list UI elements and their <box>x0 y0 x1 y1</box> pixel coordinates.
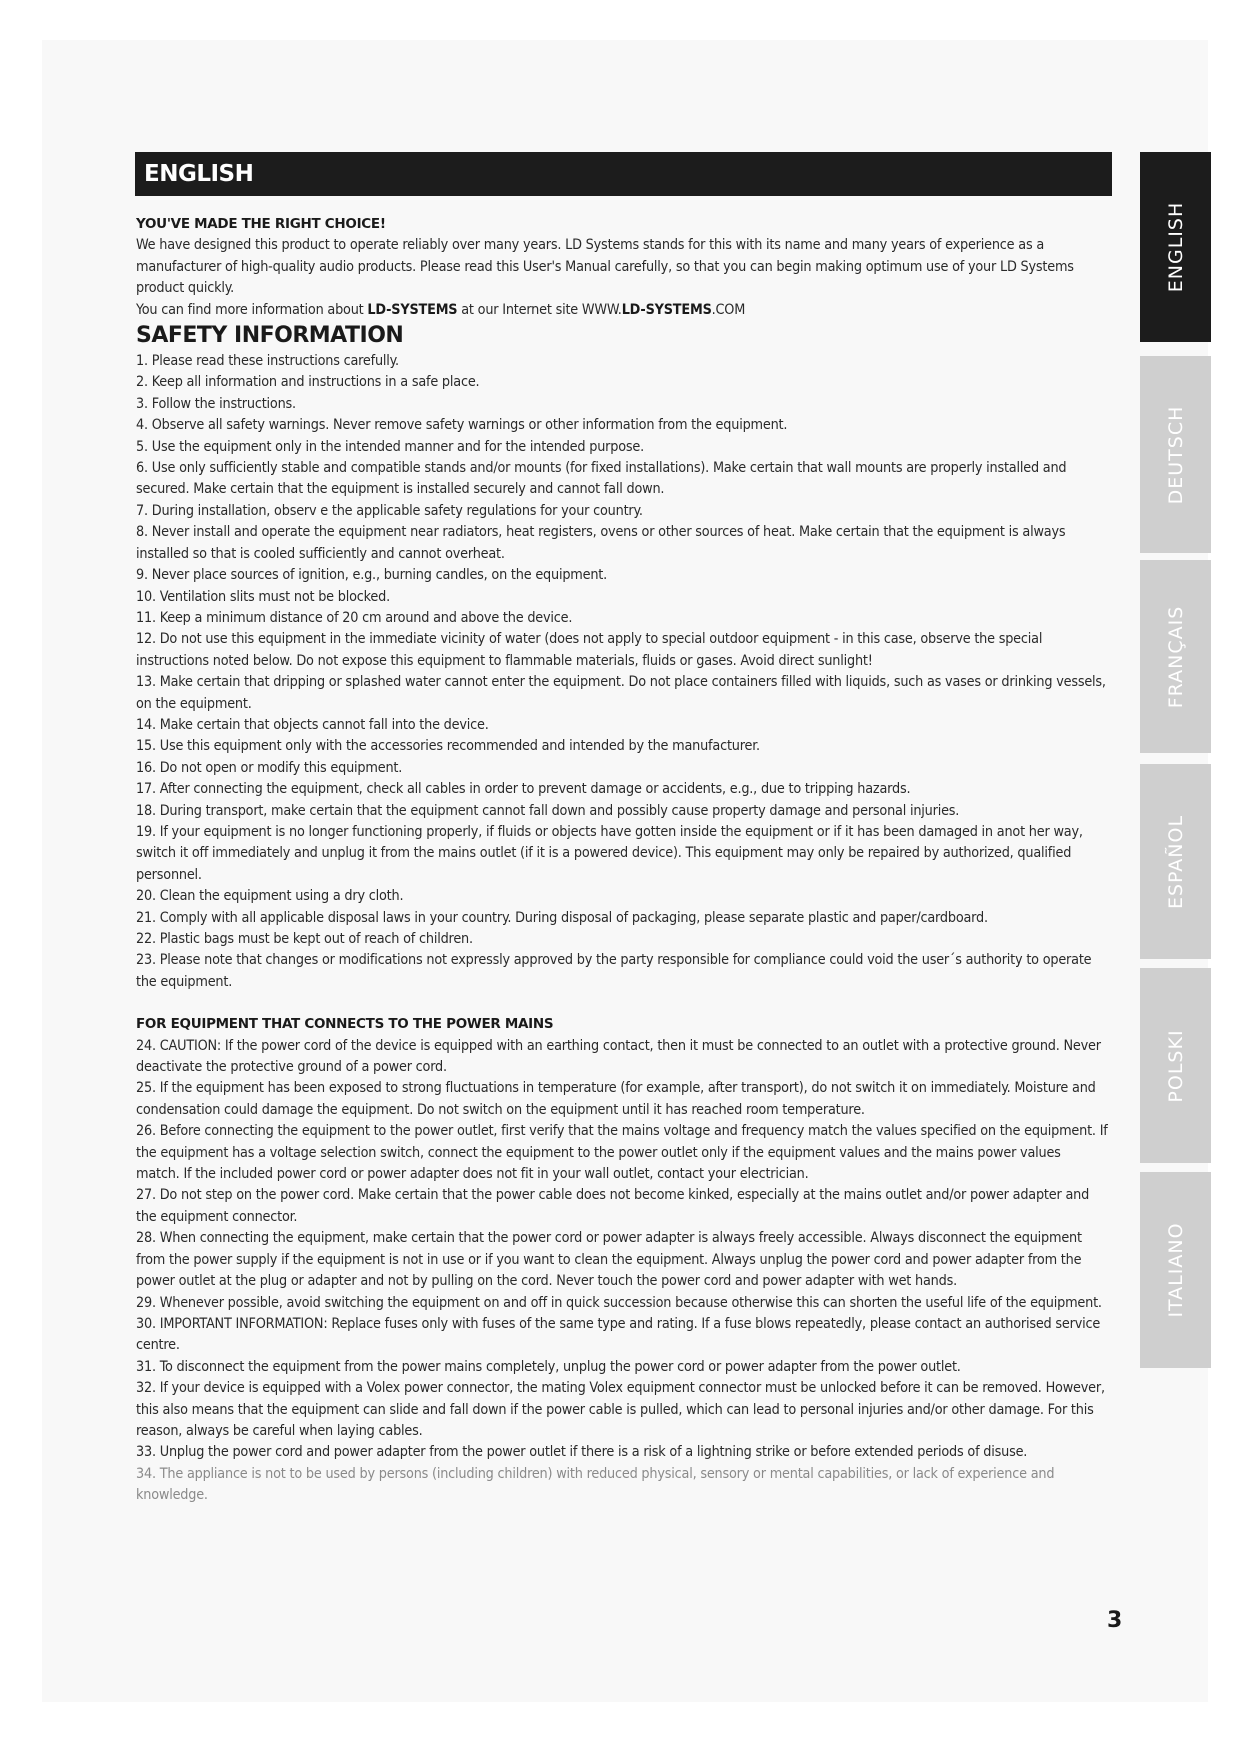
list-item: 28. When connecting the equipment, make certain that the power cord or power adapter is always freely accessible. Always disconnect the equipment from the power supply if the equipment is not in use or if you want to clean the equipment. Always unplug the power cord and power adapter from the power outlet at the plug or adapter and not by pulling on the cord. Never touch the power cord and power adapter with wet hands. <box>136 1230 1082 1290</box>
tab-polski[interactable] <box>1140 968 1211 1163</box>
tab-espanol-label: ESPAÑOL <box>1164 814 1187 909</box>
list-item: 21. Comply with all applicable disposal laws in your country. During disposal of packaging, please separate plastic and paper/cardboard. <box>136 909 988 926</box>
list-item: 19. If your equipment is no longer functioning properly, if fluids or objects have gotten inside the equipment or if it has been damaged in anot her way, switch it off immediately and unplug it from the mains outlet (if it is a powered device). This equipment may only be repaired by authorized, qualified personnel. <box>136 823 1083 883</box>
list-item: 25. If the equipment has been exposed to strong fluctuations in temperature (for example, after transport), do not switch it on immediately. Moisture and condensation could damage the equipment. Do not switch on the equipment until it has reached room temperature. <box>136 1080 1096 1118</box>
safety-list <box>136 351 1108 993</box>
list-item: 3. Follow the instructions. <box>136 395 296 412</box>
list-item: 24. CAUTION: If the power cord of the device is equipped with an earthing contact, then it must be connected to an outlet with a protective ground. Never deactivate the protective ground of a power cord. <box>136 1037 1101 1076</box>
tab-english-label: ENGLISH <box>1164 201 1187 293</box>
section-gap <box>136 993 1108 1014</box>
more-info-prefix: You can find more information about <box>136 301 368 318</box>
list-item: 14. Make certain that objects cannot fall into the device. <box>136 716 489 733</box>
list-item: 6. Use only sufficiently stable and compatible stands and/or mounts (for fixed installations). Make certain that wall mounts are properly installed and secured. Make certain that the equipment is installed securely and cannot fall down. <box>136 460 1067 498</box>
list-item: 26. Before connecting the equipment to the power outlet, first verify that the mains voltage and frequency match the values specified on the equipment. If the equipment has a voltage selection switch, connect the equipment to the power outlet only if the equipment values and the mains power values match. If the included power cord or power adapter does not fit in your wall outlet, contact your electrician. <box>136 1123 1108 1183</box>
list-item: 33. Unplug the power cord and power adapter from the power outlet if there is a risk of a lightning strike or before extended periods of disuse. <box>136 1444 1028 1461</box>
list-item: 20. Clean the equipment using a dry cloth. <box>136 888 404 905</box>
tab-italiano[interactable] <box>1140 1172 1211 1368</box>
list-item: 30. IMPORTANT INFORMATION: Replace fuses only with fuses of the same type and rating. If a fuse blows repeatedly, please contact an authorised service centre. <box>136 1315 1101 1354</box>
tab-english[interactable] <box>1140 152 1211 342</box>
list-item: 31. To disconnect the equipment from the power mains completely, unplug the power cord or power adapter from the power outlet. <box>136 1358 961 1375</box>
list-item: 9. Never place sources of ignition, e.g., burning candles, on the equipment. <box>136 567 608 584</box>
list-item: 4. Observe all safety warnings. Never remove safety warnings or other information from the equipment. <box>136 417 788 434</box>
more-info-middle: at our Internet site WWW. <box>457 301 622 318</box>
list-item: 16. Do not open or modify this equipment. <box>136 759 403 776</box>
tab-polski-label: POLSKI <box>1164 1028 1187 1103</box>
list-item: 29. Whenever possible, avoid switching the equipment on and off in quick succession because otherwise this can shorten the useful life of the equipment. <box>136 1294 1102 1311</box>
list-item: 5. Use the equipment only in the intended manner and for the intended purpose. <box>136 438 644 455</box>
list-item-last: 34. The appliance is not to be used by persons (including children) with reduced physical, sensory or mental capabilities, or lack of experience and knowledge. <box>136 1465 1055 1504</box>
language-header: ENGLISH <box>135 152 1112 196</box>
list-item: 32. If your device is equipped with a Volex power connector, the mating Volex equipment connector must be unlocked before it can be removed. However, this also means that the equipment can slide and fall down if the power cable is pulled, which can lead to personal injuries and/or other damage. For this reason, always be careful when laying cables. <box>136 1380 1105 1439</box>
tab-espanol[interactable] <box>1140 764 1211 959</box>
list-item: 10. Ventilation slits must not be blocked. <box>136 588 390 605</box>
list-item: 18. During transport, make certain that the equipment cannot fall down and possibly cause property damage and personal injuries. <box>136 802 960 819</box>
website-suffix: .COM <box>711 301 746 318</box>
intro-heading: YOU'VE MADE THE RIGHT CHOICE! <box>136 216 386 232</box>
safety-title: SAFETY INFORMATION <box>136 323 404 349</box>
list-item: 23. Please note that changes or modifications not expressly approved by the party responsible for compliance could void the user´s authority to operate the equipment. <box>136 952 1092 990</box>
more-info-line <box>136 300 1108 321</box>
list-item: 8. Never install and operate the equipment near radiators, heat registers, ovens or other sources of heat. Make certain that the equipment is always installed so that is cooled sufficiently and cannot overheat. <box>136 524 1066 562</box>
list-item: 27. Do not step on the power cord. Make certain that the power cable does not become kinked, especially at the mains outlet and/or power adapter and the equipment connector. <box>136 1187 1090 1225</box>
power-mains-heading: FOR EQUIPMENT THAT CONNECTS TO THE POWER MAINS <box>136 1016 554 1033</box>
website-brand[interactable]: LD-SYSTEMS <box>621 301 712 318</box>
power-mains-list <box>136 1036 1108 1507</box>
tab-francais[interactable] <box>1140 560 1211 753</box>
list-item: 22. Plastic bags must be kept out of reach of children. <box>136 931 473 947</box>
tab-italiano-label: ITALIANO <box>1164 1222 1187 1318</box>
intro-paragraph: We have designed this product to operate reliably over many years. LD Systems stands for this with its name and many years of experience as a manufacturer of high-quality audio products. Please read this User's Manual carefully, so that you can begin making optimum use of your LD Systems product quickly. <box>136 237 1074 297</box>
list-item: 1. Please read these instructions carefully. <box>136 353 399 370</box>
list-item: 13. Make certain that dripping or splashed water cannot enter the equipment. Do not place containers filled with liquids, such as vases or drinking vessels, on the equipment. <box>136 674 1106 712</box>
list-item: 17. After connecting the equipment, check all cables in order to prevent damage or accidents, e.g., due to tripping hazards. <box>136 781 911 798</box>
tab-deutsch-label: DEUTSCH <box>1164 405 1187 504</box>
list-item: 12. Do not use this equipment in the immediate vicinity of water (does not apply to special outdoor equipment - in this case, observe the special instructions noted below. Do not expose this equipment to flammable materials, fluids or gases. Avoid direct sunlight! <box>136 631 1043 669</box>
list-item: 15. Use this equipment only with the accessories recommended and intended by the manufacturer. <box>136 738 760 755</box>
brand-name: LD-SYSTEMS <box>367 301 458 318</box>
tab-francais-label: FRANÇAIS <box>1164 605 1187 708</box>
page-number: 3 <box>1107 1608 1123 1633</box>
list-item: 11. Keep a minimum distance of 20 cm around and above the device. <box>136 609 573 626</box>
content-area <box>136 214 1108 1507</box>
list-item: 2. Keep all information and instructions in a safe place. <box>136 374 480 391</box>
list-item: 7. During installation, observ e the applicable safety regulations for your country. <box>136 502 643 519</box>
tab-deutsch[interactable] <box>1140 356 1211 553</box>
